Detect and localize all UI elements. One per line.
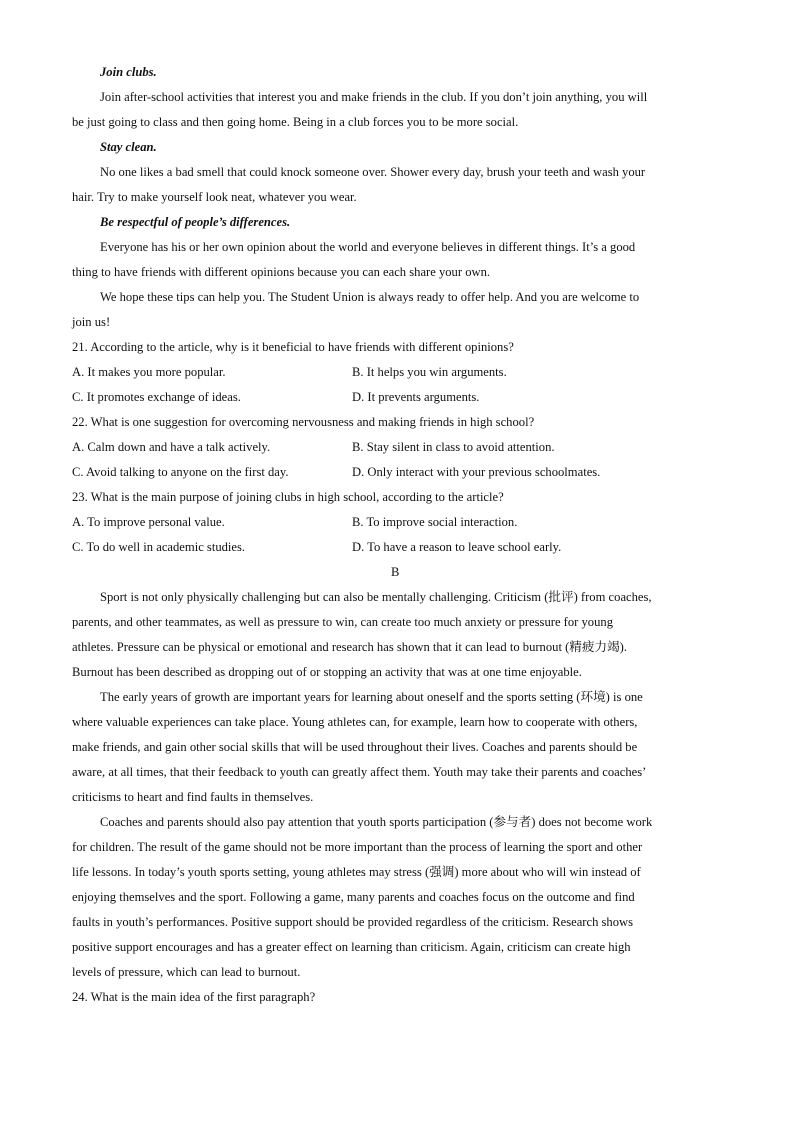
paragraph-line: Burnout has been described as dropping out of or stopping an activity that was at one time enjoyable. (72, 665, 582, 679)
question-stem: 21. According to the article, why is it beneficial to have friends with different opinions? (72, 340, 514, 354)
paragraph-line: faults in youth’s performances. Positive support should be provided regardless of the criticism. Research shows (72, 915, 634, 929)
paragraph-line: Coaches and parents should also pay attention that youth sports participation (参与者) does not become work (100, 815, 653, 829)
option: C. It promotes exchange of ideas. (72, 390, 241, 404)
paragraph-line: No one likes a bad smell that could knock someone over. Shower every day, brush your teeth and wash your (100, 165, 646, 179)
heading-respect-differences: Be respectful of people’s differences. (100, 215, 291, 229)
section-label: B (391, 565, 400, 579)
option: B. To improve social interaction. (352, 515, 518, 529)
paragraph-line: We hope these tips can help you. The Student Union is always ready to offer help. And you are welcome to (100, 290, 640, 304)
paragraph-line: criticisms to heart and find faults in themselves. (72, 790, 314, 804)
paragraph-line: Everyone has his or her own opinion about the world and everyone believes in different things. It’s a good (100, 240, 636, 254)
option: A. To improve personal value. (72, 515, 225, 529)
question-stem: 24. What is the main idea of the first paragraph? (72, 990, 316, 1004)
paragraph-line: hair. Try to make yourself look neat, whatever you wear. (72, 190, 357, 204)
paragraph-line: thing to have friends with different opinions because you can each share your own. (72, 265, 491, 279)
option: D. To have a reason to leave school early. (352, 540, 562, 554)
paragraph-line: life lessons. In today’s youth sports setting, young athletes may stress (强调) more about who will win instead of (72, 865, 641, 879)
option: D. Only interact with your previous schoolmates. (352, 465, 601, 479)
heading-stay-clean: Stay clean. (100, 140, 157, 154)
paragraph-line: parents, and other teammates, as well as pressure to win, can create too much anxiety or pressure for young (72, 615, 613, 629)
paragraph-line: be just going to class and then going home. Being in a club forces you to be more social. (72, 115, 519, 129)
paragraph-line: aware, at all times, that their feedback to youth can greatly affect them. Youth may take their parents and coaches’ (72, 765, 647, 779)
option: B. Stay silent in class to avoid attention. (352, 440, 555, 454)
paragraph-line: The early years of growth are important years for learning about oneself and the sports setting (环境) is one (100, 690, 643, 704)
paragraph-line: positive support encourages and has a greater effect on learning than criticism. Again, criticism can create high (72, 940, 631, 954)
paragraph-line: athletes. Pressure can be physical or emotional and research has shown that it can lead to burnout (精疲力竭). (72, 640, 628, 654)
paragraph-line: where valuable experiences can take place. Young athletes can, for example, learn how to cooperate with others, (72, 715, 638, 729)
paragraph-line: for children. The result of the game should not be more important than the process of learning the sport and other (72, 840, 643, 854)
option: A. It makes you more popular. (72, 365, 226, 379)
paragraph-line: join us! (72, 315, 111, 329)
option: C. Avoid talking to anyone on the first day. (72, 465, 289, 479)
paragraph-line: Sport is not only physically challenging but can also be mentally challenging. Criticism (批评) from coaches, (100, 590, 652, 604)
option: C. To do well in academic studies. (72, 540, 246, 554)
paragraph-line: levels of pressure, which can lead to burnout. (72, 965, 301, 979)
heading-join-clubs: Join clubs. (100, 65, 157, 79)
option: A. Calm down and have a talk actively. (72, 440, 271, 454)
paragraph-line: make friends, and gain other social skills that will be used throughout their lives. Coaches and parents should be (72, 740, 638, 754)
option: D. It prevents arguments. (352, 390, 480, 404)
question-stem: 23. What is the main purpose of joining clubs in high school, according to the article? (72, 490, 504, 504)
option: B. It helps you win arguments. (352, 365, 507, 379)
paragraph-line: enjoying themselves and the sport. Following a game, many parents and coaches focus on the outcome and find (72, 890, 635, 904)
paragraph-line: Join after-school activities that interest you and make friends in the club. If you don’t join anything, you will (100, 90, 648, 104)
question-stem: 22. What is one suggestion for overcoming nervousness and making friends in high school? (72, 415, 535, 429)
